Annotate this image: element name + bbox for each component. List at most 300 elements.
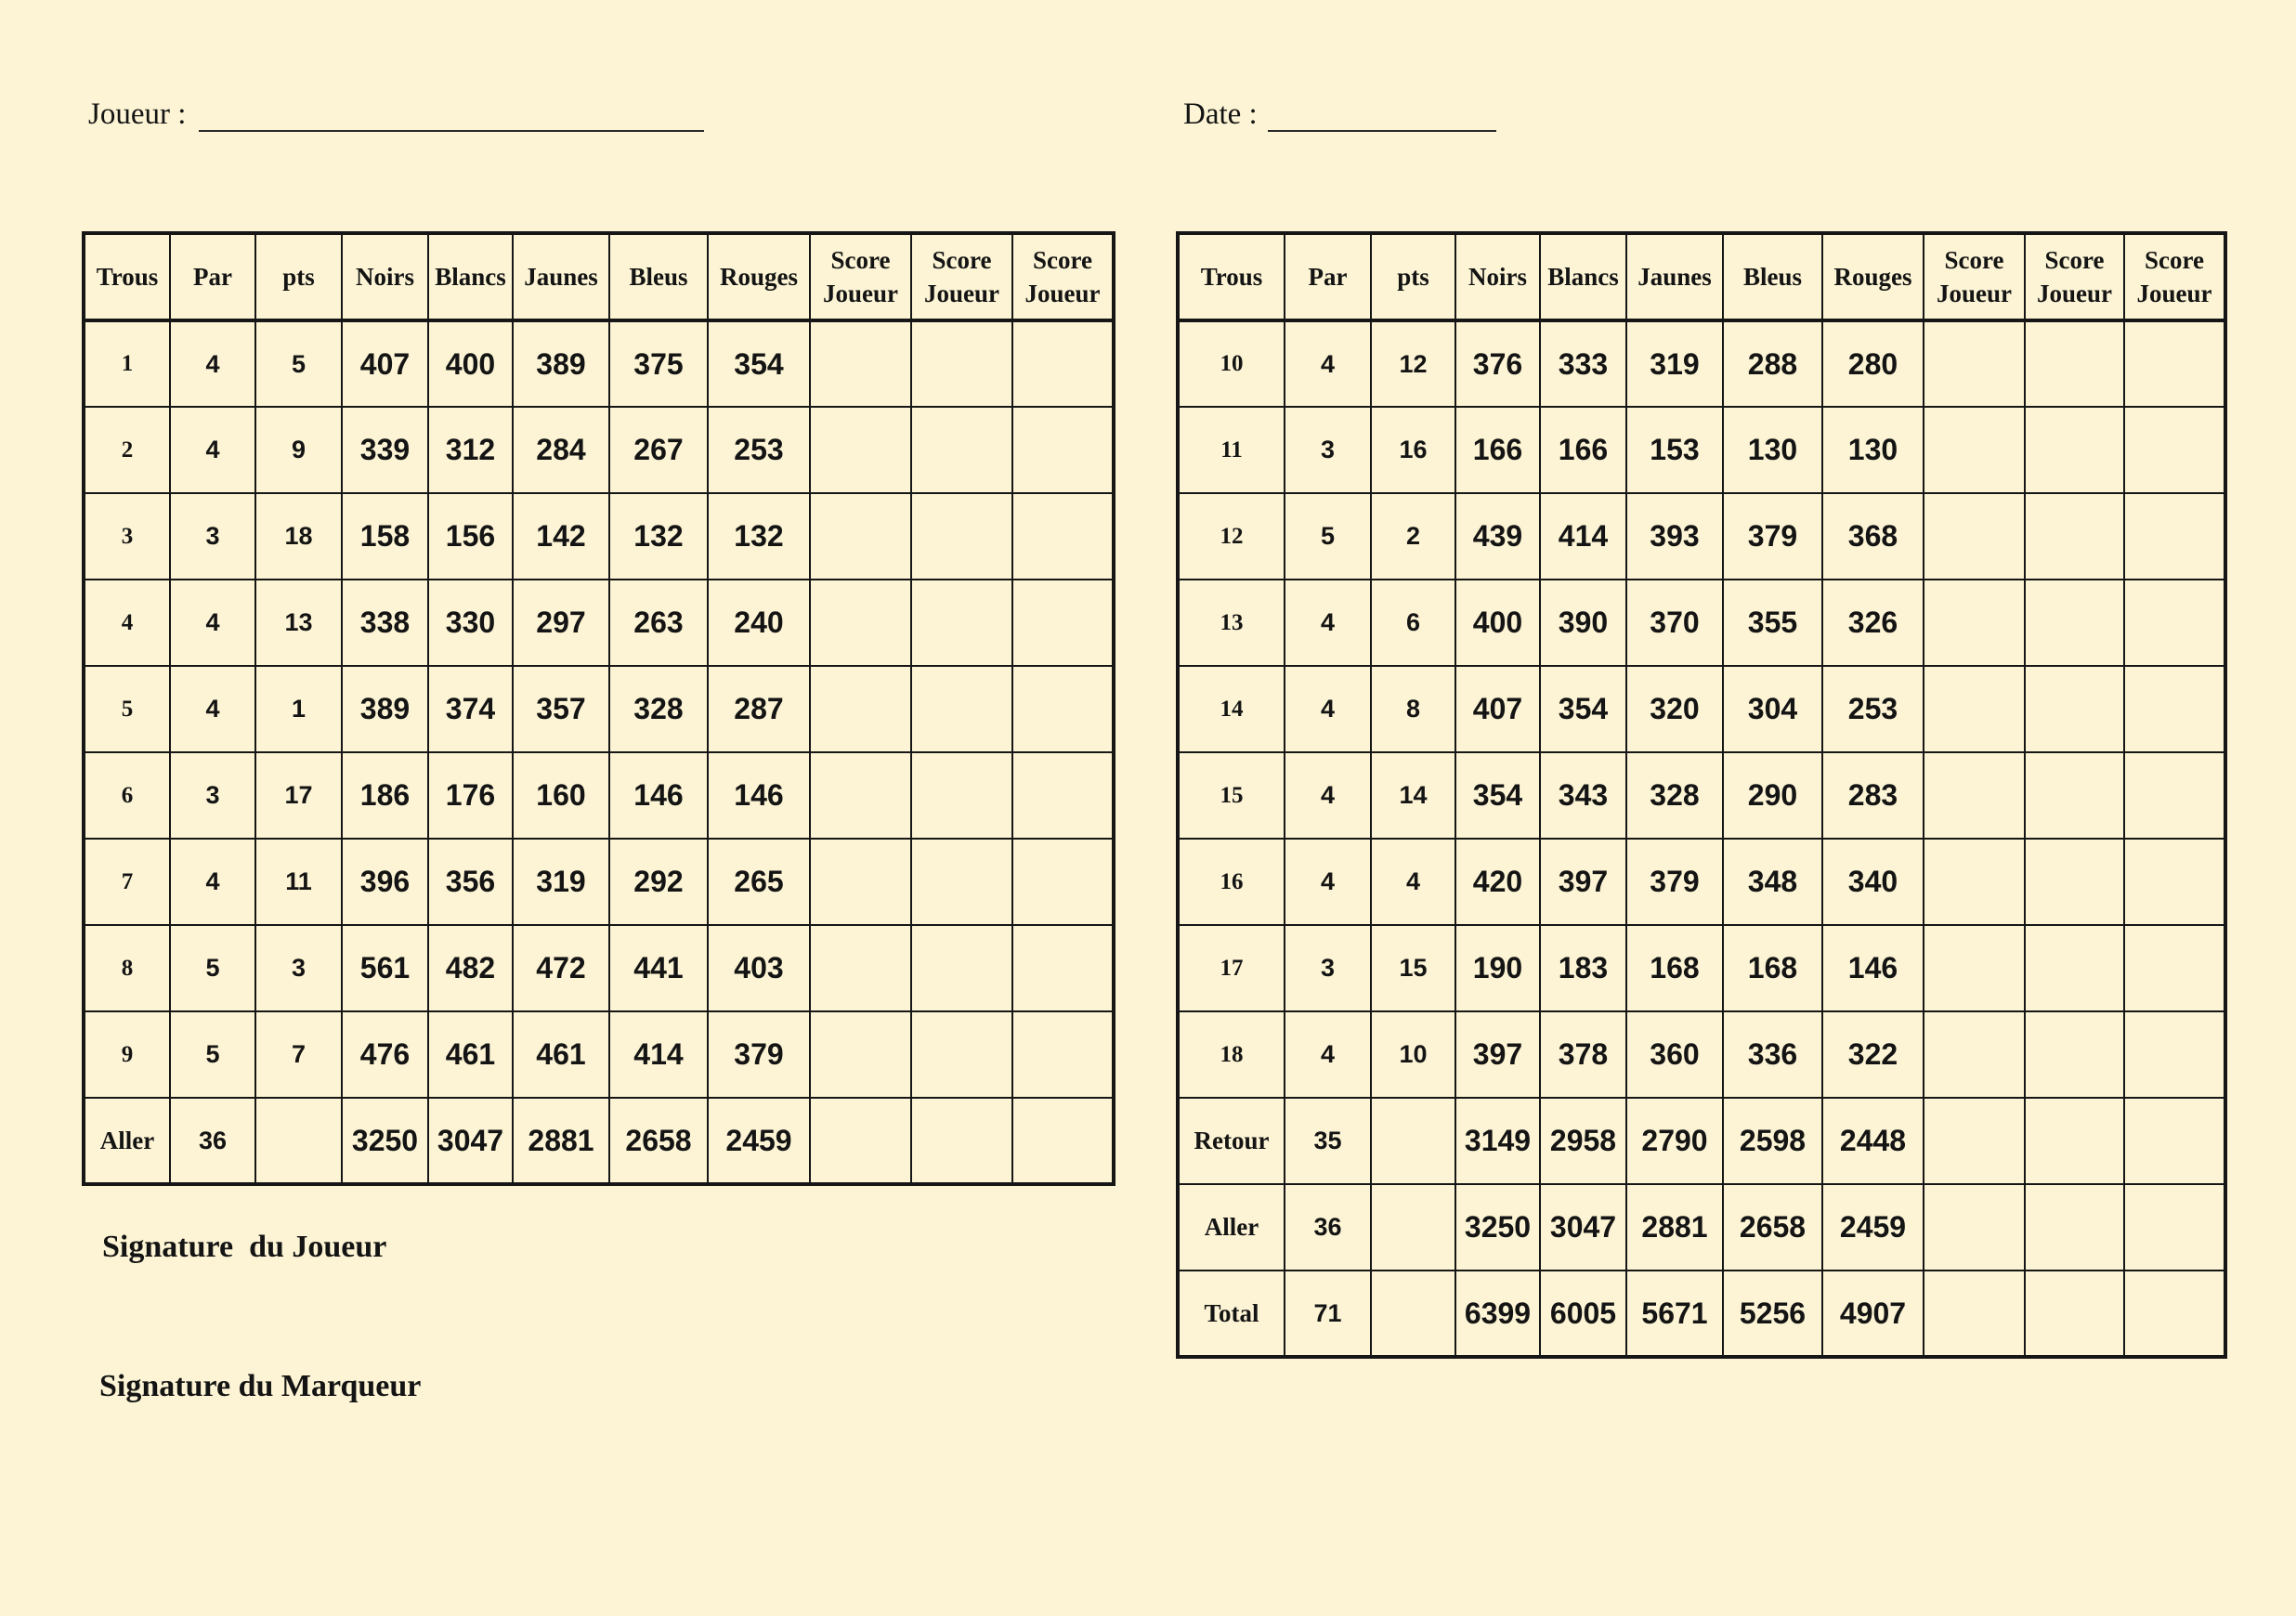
blancs-distance-cell: 166: [1540, 407, 1626, 493]
player-score-cell: [810, 320, 911, 407]
rouges-distance-cell: 403: [708, 925, 810, 1011]
column-header-rouges: Rouges: [1822, 233, 1924, 320]
player-score-cell: [911, 493, 1012, 580]
pts-cell: [1371, 1271, 1455, 1357]
noirs-distance-cell: 3250: [1455, 1184, 1540, 1271]
rouges-distance-cell: 287: [708, 666, 810, 752]
player-score-cell: [2025, 925, 2124, 1011]
pts-cell: 16: [1371, 407, 1455, 493]
player-score-cell: [810, 493, 911, 580]
hole-number-cell: 4: [84, 580, 170, 666]
player-score-cell: [1924, 493, 2025, 580]
player-score-cell: [2124, 1271, 2225, 1357]
player-score-cell: [2025, 752, 2124, 839]
blancs-distance-cell: 2958: [1540, 1098, 1626, 1184]
column-header-blancs: Blancs: [428, 233, 513, 320]
rouges-distance-cell: 2459: [708, 1098, 810, 1184]
player-name-blank-line: [199, 130, 704, 132]
bleus-distance-cell: 2658: [1723, 1184, 1822, 1271]
jaunes-distance-cell: 370: [1626, 580, 1723, 666]
bleus-distance-cell: 355: [1723, 580, 1822, 666]
column-header-rouges: Rouges: [708, 233, 810, 320]
player-score-cell: [1012, 666, 1114, 752]
subtotal-label-cell: Retour: [1178, 1098, 1285, 1184]
pts-cell: 14: [1371, 752, 1455, 839]
hole-row: [1178, 407, 2225, 493]
player-score-cell: [1924, 666, 2025, 752]
blancs-distance-cell: 183: [1540, 925, 1626, 1011]
bleus-distance-cell: 348: [1723, 839, 1822, 925]
jaunes-distance-cell: 461: [513, 1011, 609, 1098]
bleus-distance-cell: 304: [1723, 666, 1822, 752]
jaunes-distance-cell: 393: [1626, 493, 1723, 580]
player-score-cell: [2025, 1011, 2124, 1098]
column-header-trous: Trous: [84, 233, 170, 320]
player-score-cell: [911, 839, 1012, 925]
noirs-distance-cell: 6399: [1455, 1271, 1540, 1357]
player-score-cell: [1012, 320, 1114, 407]
jaunes-distance-cell: 142: [513, 493, 609, 580]
blancs-distance-cell: 330: [428, 580, 513, 666]
blancs-distance-cell: 482: [428, 925, 513, 1011]
player-score-cell: [2124, 925, 2225, 1011]
rouges-distance-cell: 354: [708, 320, 810, 407]
noirs-distance-cell: 407: [1455, 666, 1540, 752]
date-label: Date :: [1183, 98, 1258, 131]
rouges-distance-cell: 265: [708, 839, 810, 925]
column-header-blancs: Blancs: [1540, 233, 1626, 320]
player-score-cell: [1924, 407, 2025, 493]
hole-row: [84, 666, 1114, 752]
blancs-distance-cell: 156: [428, 493, 513, 580]
back-nine-table-header: [1178, 233, 2225, 320]
rouges-distance-cell: 283: [1822, 752, 1924, 839]
par-cell: 4: [170, 320, 255, 407]
par-cell: 71: [1285, 1271, 1371, 1357]
hole-row: [1178, 320, 2225, 407]
player-score-cell: [810, 1098, 911, 1184]
pts-cell: 15: [1371, 925, 1455, 1011]
hole-row: [1178, 925, 2225, 1011]
column-header-score-joueur: Score Joueur: [1012, 233, 1114, 320]
pts-cell: 2: [1371, 493, 1455, 580]
jaunes-distance-cell: 379: [1626, 839, 1723, 925]
player-score-cell: [810, 580, 911, 666]
pts-cell: [1371, 1184, 1455, 1271]
par-cell: 3: [170, 752, 255, 839]
hole-row: [84, 407, 1114, 493]
par-cell: 5: [170, 925, 255, 1011]
player-score-cell: [911, 407, 1012, 493]
jaunes-distance-cell: 319: [513, 839, 609, 925]
blancs-distance-cell: 374: [428, 666, 513, 752]
player-score-cell: [911, 666, 1012, 752]
column-header-score-joueur: Score Joueur: [2124, 233, 2225, 320]
column-header-par: Par: [170, 233, 255, 320]
jaunes-distance-cell: 284: [513, 407, 609, 493]
player-score-cell: [2025, 320, 2124, 407]
column-header-jaunes: Jaunes: [513, 233, 609, 320]
blancs-distance-cell: 461: [428, 1011, 513, 1098]
blancs-distance-cell: 3047: [1540, 1184, 1626, 1271]
hole-row: [1178, 1011, 2225, 1098]
hole-number-cell: 6: [84, 752, 170, 839]
column-header-bleus: Bleus: [609, 233, 708, 320]
player-label: Joueur :: [88, 98, 187, 131]
hole-row: [1178, 666, 2225, 752]
player-signature-label: Signature du Joueur: [102, 1230, 387, 1264]
subtotal-row-retour: [1178, 1098, 2225, 1184]
hole-number-cell: 17: [1178, 925, 1285, 1011]
date-blank-line: [1268, 130, 1496, 132]
noirs-distance-cell: 396: [342, 839, 428, 925]
player-score-cell: [911, 752, 1012, 839]
player-score-cell: [810, 839, 911, 925]
par-cell: 35: [1285, 1098, 1371, 1184]
player-score-cell: [2124, 580, 2225, 666]
column-header-pts: pts: [255, 233, 342, 320]
hole-row: [1178, 580, 2225, 666]
player-score-cell: [1924, 1184, 2025, 1271]
column-header-jaunes: Jaunes: [1626, 233, 1723, 320]
player-score-cell: [1012, 1011, 1114, 1098]
bleus-distance-cell: 379: [1723, 493, 1822, 580]
pts-cell: [1371, 1098, 1455, 1184]
hole-number-cell: 14: [1178, 666, 1285, 752]
rouges-distance-cell: 253: [708, 407, 810, 493]
bleus-distance-cell: 336: [1723, 1011, 1822, 1098]
front-nine-table-body: [84, 320, 1114, 1184]
pts-cell: 6: [1371, 580, 1455, 666]
jaunes-distance-cell: 319: [1626, 320, 1723, 407]
hole-row: [84, 580, 1114, 666]
hole-number-cell: 7: [84, 839, 170, 925]
player-score-cell: [2124, 839, 2225, 925]
noirs-distance-cell: 397: [1455, 1011, 1540, 1098]
column-header-trous: Trous: [1178, 233, 1285, 320]
pts-cell: 17: [255, 752, 342, 839]
hole-number-cell: 9: [84, 1011, 170, 1098]
player-score-cell: [2025, 493, 2124, 580]
jaunes-distance-cell: 2881: [513, 1098, 609, 1184]
blancs-distance-cell: 176: [428, 752, 513, 839]
bleus-distance-cell: 267: [609, 407, 708, 493]
player-score-cell: [1924, 752, 2025, 839]
player-score-cell: [911, 925, 1012, 1011]
noirs-distance-cell: 3250: [342, 1098, 428, 1184]
rouges-distance-cell: 146: [1822, 925, 1924, 1011]
blancs-distance-cell: 3047: [428, 1098, 513, 1184]
bleus-distance-cell: 146: [609, 752, 708, 839]
jaunes-distance-cell: 160: [513, 752, 609, 839]
hole-number-cell: 16: [1178, 839, 1285, 925]
column-header-pts: pts: [1371, 233, 1455, 320]
jaunes-distance-cell: 320: [1626, 666, 1723, 752]
column-header-score-joueur: Score Joueur: [1924, 233, 2025, 320]
rouges-distance-cell: 4907: [1822, 1271, 1924, 1357]
par-cell: 4: [170, 666, 255, 752]
hole-row: [1178, 752, 2225, 839]
noirs-distance-cell: 186: [342, 752, 428, 839]
jaunes-distance-cell: 5671: [1626, 1271, 1723, 1357]
bleus-distance-cell: 375: [609, 320, 708, 407]
par-cell: 4: [1285, 752, 1371, 839]
jaunes-distance-cell: 153: [1626, 407, 1723, 493]
par-cell: 36: [1285, 1184, 1371, 1271]
subtotal-row-aller: [1178, 1184, 2225, 1271]
player-score-cell: [810, 1011, 911, 1098]
hole-number-cell: 11: [1178, 407, 1285, 493]
hole-row: [84, 925, 1114, 1011]
player-score-cell: [1924, 1271, 2025, 1357]
hole-row: [1178, 493, 2225, 580]
player-score-cell: [2025, 666, 2124, 752]
front-nine-table-header: [84, 233, 1114, 320]
par-cell: 3: [1285, 925, 1371, 1011]
column-header-score-joueur: Score Joueur: [810, 233, 911, 320]
player-score-cell: [2124, 407, 2225, 493]
noirs-distance-cell: 376: [1455, 320, 1540, 407]
player-score-cell: [2025, 580, 2124, 666]
player-score-cell: [2025, 407, 2124, 493]
noirs-distance-cell: 420: [1455, 839, 1540, 925]
hole-row: [84, 752, 1114, 839]
par-cell: 4: [170, 407, 255, 493]
hole-number-cell: 2: [84, 407, 170, 493]
rouges-distance-cell: 146: [708, 752, 810, 839]
blancs-distance-cell: 356: [428, 839, 513, 925]
player-score-cell: [2124, 1184, 2225, 1271]
jaunes-distance-cell: 2790: [1626, 1098, 1723, 1184]
blancs-distance-cell: 414: [1540, 493, 1626, 580]
hole-number-cell: 18: [1178, 1011, 1285, 1098]
noirs-distance-cell: 338: [342, 580, 428, 666]
subtotal-label-cell: Aller: [84, 1098, 170, 1184]
jaunes-distance-cell: 328: [1626, 752, 1723, 839]
blancs-distance-cell: 397: [1540, 839, 1626, 925]
par-cell: 4: [1285, 320, 1371, 407]
subtotal-label-cell: Total: [1178, 1271, 1285, 1357]
bleus-distance-cell: 132: [609, 493, 708, 580]
par-cell: 5: [1285, 493, 1371, 580]
column-header-noirs: Noirs: [1455, 233, 1540, 320]
rouges-distance-cell: 340: [1822, 839, 1924, 925]
par-cell: 3: [170, 493, 255, 580]
subtotal-label-cell: Aller: [1178, 1184, 1285, 1271]
rouges-distance-cell: 379: [708, 1011, 810, 1098]
bleus-distance-cell: 2658: [609, 1098, 708, 1184]
blancs-distance-cell: 400: [428, 320, 513, 407]
par-cell: 36: [170, 1098, 255, 1184]
pts-cell: 3: [255, 925, 342, 1011]
noirs-distance-cell: 439: [1455, 493, 1540, 580]
noirs-distance-cell: 339: [342, 407, 428, 493]
player-score-cell: [1012, 839, 1114, 925]
par-cell: 4: [1285, 580, 1371, 666]
hole-number-cell: 10: [1178, 320, 1285, 407]
bleus-distance-cell: 130: [1723, 407, 1822, 493]
jaunes-distance-cell: 297: [513, 580, 609, 666]
back-nine-table-body: [1178, 320, 2225, 1357]
player-score-cell: [810, 752, 911, 839]
hole-row: [84, 320, 1114, 407]
par-cell: 4: [1285, 1011, 1371, 1098]
player-score-cell: [1012, 407, 1114, 493]
player-score-cell: [1924, 839, 2025, 925]
header-row: [84, 233, 1114, 320]
hole-row: [1178, 839, 2225, 925]
player-score-cell: [1012, 925, 1114, 1011]
player-score-cell: [1924, 1098, 2025, 1184]
par-cell: 3: [1285, 407, 1371, 493]
par-cell: 4: [170, 839, 255, 925]
player-score-cell: [1012, 1098, 1114, 1184]
player-score-cell: [1924, 925, 2025, 1011]
hole-row: [84, 839, 1114, 925]
blancs-distance-cell: 333: [1540, 320, 1626, 407]
player-score-cell: [810, 407, 911, 493]
front-nine-scorecard-table: [82, 231, 1115, 1186]
player-score-cell: [1012, 580, 1114, 666]
rouges-distance-cell: 322: [1822, 1011, 1924, 1098]
rouges-distance-cell: 2459: [1822, 1184, 1924, 1271]
player-score-cell: [1012, 752, 1114, 839]
column-header-par: Par: [1285, 233, 1371, 320]
noirs-distance-cell: 407: [342, 320, 428, 407]
hole-number-cell: 8: [84, 925, 170, 1011]
bleus-distance-cell: 5256: [1723, 1271, 1822, 1357]
par-cell: 4: [1285, 666, 1371, 752]
bleus-distance-cell: 292: [609, 839, 708, 925]
rouges-distance-cell: 132: [708, 493, 810, 580]
player-score-cell: [2025, 839, 2124, 925]
subtotal-row-aller: [84, 1098, 1114, 1184]
column-header-bleus: Bleus: [1723, 233, 1822, 320]
pts-cell: 11: [255, 839, 342, 925]
player-score-cell: [2124, 320, 2225, 407]
pts-cell: 1: [255, 666, 342, 752]
rouges-distance-cell: 2448: [1822, 1098, 1924, 1184]
pts-cell: 4: [1371, 839, 1455, 925]
pts-cell: [255, 1098, 342, 1184]
blancs-distance-cell: 354: [1540, 666, 1626, 752]
hole-number-cell: 1: [84, 320, 170, 407]
player-score-cell: [1924, 1011, 2025, 1098]
jaunes-distance-cell: 168: [1626, 925, 1723, 1011]
player-score-cell: [911, 1098, 1012, 1184]
noirs-distance-cell: 166: [1455, 407, 1540, 493]
rouges-distance-cell: 130: [1822, 407, 1924, 493]
noirs-distance-cell: 400: [1455, 580, 1540, 666]
pts-cell: 8: [1371, 666, 1455, 752]
noirs-distance-cell: 389: [342, 666, 428, 752]
pts-cell: 12: [1371, 320, 1455, 407]
noirs-distance-cell: 561: [342, 925, 428, 1011]
player-score-cell: [2124, 1098, 2225, 1184]
bleus-distance-cell: 2598: [1723, 1098, 1822, 1184]
bleus-distance-cell: 290: [1723, 752, 1822, 839]
player-score-cell: [2025, 1271, 2124, 1357]
column-header-score-joueur: Score Joueur: [2025, 233, 2124, 320]
pts-cell: 13: [255, 580, 342, 666]
jaunes-distance-cell: 2881: [1626, 1184, 1723, 1271]
pts-cell: 7: [255, 1011, 342, 1098]
pts-cell: 9: [255, 407, 342, 493]
player-score-cell: [810, 666, 911, 752]
player-score-cell: [911, 1011, 1012, 1098]
hole-number-cell: 3: [84, 493, 170, 580]
player-score-cell: [911, 320, 1012, 407]
bleus-distance-cell: 168: [1723, 925, 1822, 1011]
column-header-score-joueur: Score Joueur: [911, 233, 1012, 320]
rouges-distance-cell: 240: [708, 580, 810, 666]
player-score-cell: [1012, 493, 1114, 580]
pts-cell: 10: [1371, 1011, 1455, 1098]
rouges-distance-cell: 280: [1822, 320, 1924, 407]
rouges-distance-cell: 253: [1822, 666, 1924, 752]
jaunes-distance-cell: 360: [1626, 1011, 1723, 1098]
player-score-cell: [1924, 580, 2025, 666]
hole-number-cell: 15: [1178, 752, 1285, 839]
blancs-distance-cell: 390: [1540, 580, 1626, 666]
player-score-cell: [2025, 1098, 2124, 1184]
hole-number-cell: 5: [84, 666, 170, 752]
jaunes-distance-cell: 472: [513, 925, 609, 1011]
player-score-cell: [810, 925, 911, 1011]
jaunes-distance-cell: 357: [513, 666, 609, 752]
noirs-distance-cell: 354: [1455, 752, 1540, 839]
rouges-distance-cell: 368: [1822, 493, 1924, 580]
player-score-cell: [911, 580, 1012, 666]
jaunes-distance-cell: 389: [513, 320, 609, 407]
player-score-cell: [2025, 1184, 2124, 1271]
bleus-distance-cell: 328: [609, 666, 708, 752]
noirs-distance-cell: 3149: [1455, 1098, 1540, 1184]
par-cell: 4: [170, 580, 255, 666]
blancs-distance-cell: 312: [428, 407, 513, 493]
hole-number-cell: 12: [1178, 493, 1285, 580]
bleus-distance-cell: 414: [609, 1011, 708, 1098]
player-score-cell: [2124, 752, 2225, 839]
par-cell: 5: [170, 1011, 255, 1098]
player-score-cell: [2124, 666, 2225, 752]
bleus-distance-cell: 263: [609, 580, 708, 666]
hole-row: [84, 1011, 1114, 1098]
blancs-distance-cell: 343: [1540, 752, 1626, 839]
noirs-distance-cell: 190: [1455, 925, 1540, 1011]
pts-cell: 5: [255, 320, 342, 407]
bleus-distance-cell: 441: [609, 925, 708, 1011]
player-score-cell: [2124, 1011, 2225, 1098]
back-nine-scorecard-table: [1176, 231, 2227, 1359]
par-cell: 4: [1285, 839, 1371, 925]
rouges-distance-cell: 326: [1822, 580, 1924, 666]
blancs-distance-cell: 6005: [1540, 1271, 1626, 1357]
marker-signature-label: Signature du Marqueur: [99, 1369, 422, 1403]
player-score-cell: [2124, 493, 2225, 580]
player-score-cell: [1924, 320, 2025, 407]
hole-number-cell: 13: [1178, 580, 1285, 666]
hole-row: [84, 493, 1114, 580]
bleus-distance-cell: 288: [1723, 320, 1822, 407]
noirs-distance-cell: 476: [342, 1011, 428, 1098]
blancs-distance-cell: 378: [1540, 1011, 1626, 1098]
column-header-noirs: Noirs: [342, 233, 428, 320]
subtotal-row-total: [1178, 1271, 2225, 1357]
noirs-distance-cell: 158: [342, 493, 428, 580]
header-row: [1178, 233, 2225, 320]
pts-cell: 18: [255, 493, 342, 580]
